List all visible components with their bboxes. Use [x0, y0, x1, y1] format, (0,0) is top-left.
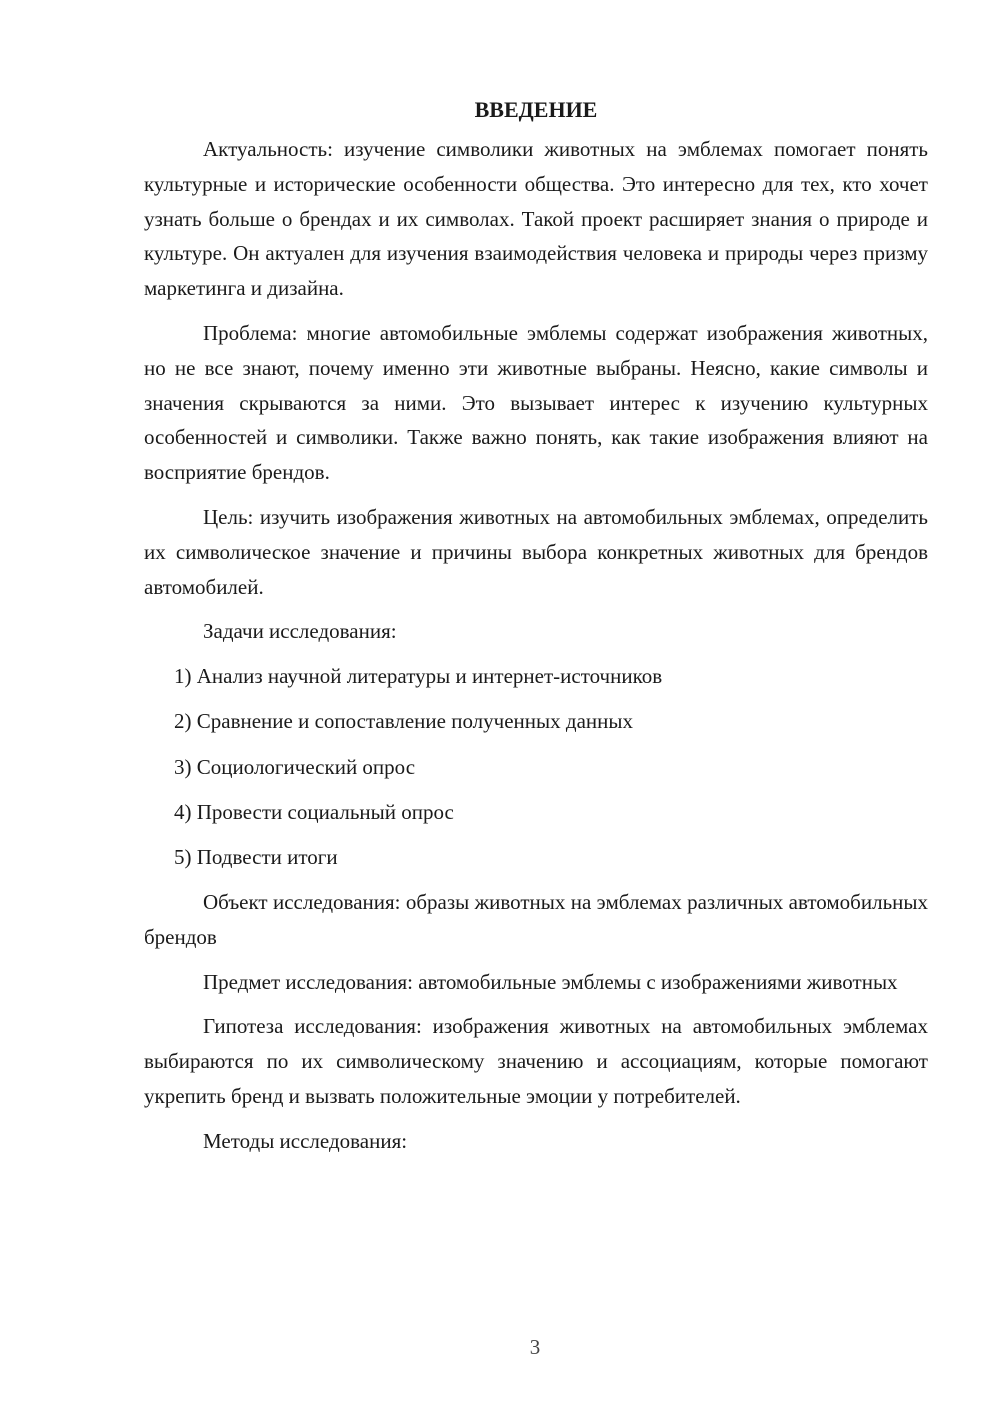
- section-title: ВВЕДЕНИЕ: [474, 97, 598, 122]
- task-item-4: 4) Провести социальный опрос: [174, 799, 454, 824]
- paragraph-problem: Проблема: многие автомобильные эмблемы содержат изображения животных, но не все знают, почему именно эти животные выбраны. Неясно, какие символы и значения скрываются за ними. Это вызывает интерес к изучению культурных особенностей и символики. Также важно понять, как такие изображения влияют на восприятие брендов.: [144, 320, 928, 485]
- paragraph-subject: Предмет исследования: автомобильные эмблемы с изображениями животных: [203, 969, 898, 994]
- paragraph-methods-heading: Методы исследования:: [203, 1128, 408, 1153]
- paragraph-hypothesis: Гипотеза исследования: изображения животных на автомобильных эмблемах выбираются по их символическому значению и ассоциациям, которые помогают укрепить бренд и вызвать положительные эмоции у потребителей.: [144, 1014, 928, 1109]
- paragraph-object: Объект исследования: образы животных на эмблемах различных автомобильных брендов: [144, 890, 928, 949]
- task-item-5: 5) Подвести итоги: [174, 844, 338, 869]
- page-number: 3: [529, 1335, 541, 1359]
- tasks-list: [144, 659, 928, 875]
- task-item-2: 2) Сравнение и сопоставление полученных данных: [174, 709, 633, 734]
- paragraph-goal: Цель: изучить изображения животных на автомобильных эмблемах, определить их символическое значение и причины выбора конкретных животных для брендов автомобилей.: [144, 504, 928, 599]
- task-item-1: 1) Анализ научной литературы и интернет-источников: [174, 664, 663, 689]
- page-content: [144, 92, 928, 1169]
- paragraph-relevance: Актуальность: изучение символики животных на эмблемах помогает понять культурные и исторические особенности общества. Это интересно для тех, кто хочет узнать больше о брендах и их символах. Такой проект расширяет знания о природе и культуре. Он актуален для изучения взаимодействия человека и природы через призму маркетинга и дизайна.: [144, 137, 928, 301]
- task-item-3: 3) Социологический опрос: [174, 754, 416, 779]
- paragraph-tasks-heading: Задачи исследования:: [203, 619, 397, 644]
